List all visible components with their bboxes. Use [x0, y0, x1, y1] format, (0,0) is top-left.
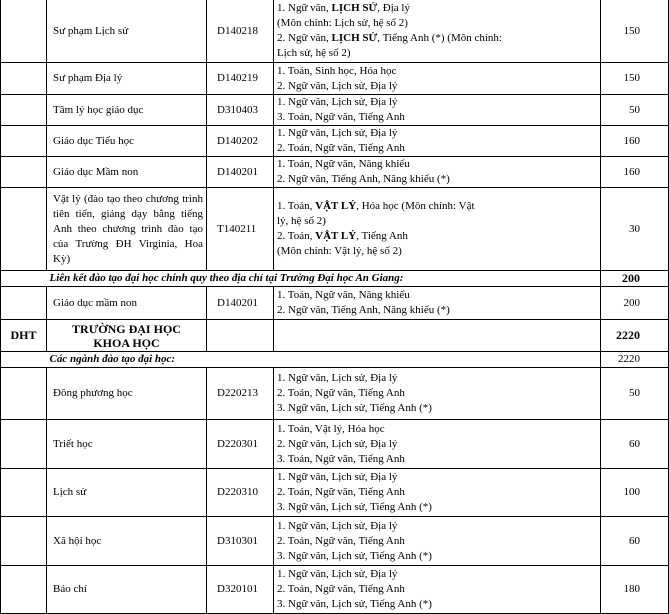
program-quota: 60 — [601, 420, 669, 469]
university-quota: 2220 — [601, 320, 669, 352]
subject-combination: 1. Toán, Vật lý, Hóa học — [277, 422, 385, 435]
lien-ket-body — [1, 287, 669, 320]
subject-combination: 2. Toán, Ngữ văn, Tiếng Anh — [277, 387, 405, 399]
subject-combination: 1. Toán, VẬT LÝ, Hóa học (Môn chính: Vật — [277, 200, 475, 212]
university-code-cell — [1, 420, 47, 469]
program-name: Sư phạm Lịch sử — [47, 0, 207, 63]
program-quota: 180 — [601, 566, 669, 614]
program-name: Đông phương học — [47, 368, 207, 420]
program-quota: 60 — [601, 517, 669, 566]
program-code: D140218 — [207, 0, 274, 63]
subject-combinations — [274, 63, 601, 95]
university-name-line2: KHOA HỌC — [93, 335, 160, 350]
program-name: Vật lý (đào tạo theo chương trình tiên tiến, giảng dạy bằng tiếng Anh theo chương trình đào tạo của Trường ĐH Virginia, Hoa Kỳ) — [47, 188, 207, 271]
subject-combination: 2. Toán, Ngữ văn, Tiếng Anh — [277, 142, 405, 154]
program-row — [1, 157, 669, 188]
program-row — [1, 188, 669, 271]
program-code: D140201 — [207, 157, 274, 188]
university-code-cell — [1, 157, 47, 188]
subject-combination: 3. Ngữ văn, Lịch sử, Tiếng Anh (*) — [277, 598, 432, 610]
program-quota: 150 — [601, 63, 669, 95]
program-code: D220213 — [207, 368, 274, 420]
subject-combinations — [274, 469, 601, 517]
program-row — [1, 95, 669, 126]
subject-combination: lý, hệ số 2) — [277, 215, 326, 227]
program-row — [1, 126, 669, 157]
section-label: Các ngành đào tạo đại học: — [47, 352, 601, 368]
program-code: D320101 — [207, 566, 274, 614]
subject-combination: 3. Ngữ văn, Lịch sử, Tiếng Anh (*) — [277, 549, 432, 562]
program-code: D220310 — [207, 469, 274, 517]
main-subject: LỊCH SỬ — [331, 32, 378, 44]
program-row — [1, 517, 669, 566]
program-code: D140201 — [207, 287, 274, 320]
subject-combination: 1. Ngữ văn, LỊCH SỬ, Địa lý — [277, 2, 410, 14]
program-quota: 160 — [601, 126, 669, 157]
subject-combinations — [274, 517, 601, 566]
program-quota: 100 — [601, 469, 669, 517]
subject-combination: (Môn chính: Lịch sử, hệ số 2) — [277, 17, 408, 29]
subject-combination: 1. Ngữ văn, Lịch sử, Địa lý — [277, 127, 398, 139]
section-quota: 2220 — [601, 352, 669, 368]
lien-ket-section — [1, 271, 669, 287]
subject-combination: 1. Toán, Ngữ văn, Năng khiếu — [277, 289, 410, 301]
program-name: Báo chí — [47, 566, 207, 614]
subject-combination: 1. Ngữ văn, Lịch sử, Địa lý — [277, 471, 398, 483]
subject-combination: 2. Ngữ văn, Lịch sử, Địa lý — [277, 79, 398, 92]
program-name: Xã hội học — [47, 517, 207, 566]
subject-combinations — [274, 126, 601, 157]
subject-combination: 2. Ngữ văn, LỊCH SỬ, Tiếng Anh (*) (Môn chính: — [277, 32, 502, 44]
university-code-cell — [1, 517, 47, 566]
program-quota: 30 — [601, 188, 669, 271]
program-row — [1, 63, 669, 95]
university-code-cell — [1, 126, 47, 157]
subject-combination: 1. Ngữ văn, Lịch sử, Địa lý — [277, 372, 398, 384]
program-row — [1, 287, 669, 320]
program-row — [1, 566, 669, 614]
subject-combinations — [274, 0, 601, 63]
subject-combination: 2. Toán, VẬT LÝ, Tiếng Anh — [277, 230, 408, 242]
program-row — [1, 420, 669, 469]
subject-combinations — [274, 95, 601, 126]
subject-combination: 1. Toán, Ngữ văn, Năng khiếu — [277, 158, 410, 170]
university-row — [1, 320, 669, 352]
subject-combinations — [274, 420, 601, 469]
subject-combinations — [274, 566, 601, 614]
subject-combination: 3. Toán, Ngữ văn, Tiếng Anh — [277, 452, 405, 465]
program-quota: 50 — [601, 368, 669, 420]
section-header-row — [1, 352, 669, 368]
subject-combination: 3. Toán, Ngữ văn, Tiếng Anh — [277, 111, 405, 123]
subject-combination: 1. Toán, Sinh học, Hóa học — [277, 64, 397, 77]
program-code: D140219 — [207, 63, 274, 95]
subject-combinations — [274, 188, 601, 271]
program-quota: 200 — [601, 287, 669, 320]
subject-combination: 2. Ngữ văn, Lịch sử, Địa lý — [277, 437, 398, 450]
program-row — [1, 368, 669, 420]
lien-ket-header-row — [1, 271, 669, 287]
program-code: D310403 — [207, 95, 274, 126]
university-code: DHT — [1, 320, 47, 352]
program-quota: 150 — [601, 0, 669, 63]
subject-combination: 1. Ngữ văn, Lịch sử, Địa lý — [277, 96, 398, 108]
university-name — [47, 320, 207, 352]
subject-combination: 3. Ngữ văn, Lịch sử, Tiếng Anh (*) — [277, 501, 432, 513]
lien-ket-label: Liên kết đào tạo đại học chính quy theo địa chỉ tại Trường Đại học An Giang: — [47, 271, 601, 287]
university-code-cell — [1, 188, 47, 271]
program-name: Giáo dục Mầm non — [47, 157, 207, 188]
subject-combination: (Môn chính: Vật lý, hệ số 2) — [277, 245, 402, 257]
program-name: Lịch sử — [47, 469, 207, 517]
subject-combination: 1. Ngữ văn, Lịch sử, Địa lý — [277, 568, 398, 580]
program-name: Giáo dục mầm non — [47, 287, 207, 320]
subject-combination: 2. Toán, Ngữ văn, Tiếng Anh — [277, 583, 405, 595]
subject-combination: 3. Ngữ văn, Lịch sử, Tiếng Anh (*) — [277, 402, 432, 414]
subject-combination: 2. Ngữ văn, Tiếng Anh, Năng khiếu (*) — [277, 304, 450, 316]
university-name-line1: TRƯỜNG ĐẠI HỌC — [72, 321, 181, 336]
subject-combinations — [274, 157, 601, 188]
subject-combination: Lịch sử, hệ số 2) — [277, 47, 351, 59]
main-subject: LỊCH SỬ — [331, 2, 378, 14]
university-code-cell — [1, 287, 47, 320]
university-code-cell — [1, 0, 47, 63]
program-name: Giáo dục Tiểu học — [47, 126, 207, 157]
subject-combination: 2. Ngữ văn, Tiếng Anh, Năng khiếu (*) — [277, 173, 450, 185]
program-quota: 160 — [601, 157, 669, 188]
program-row — [1, 0, 669, 63]
university-section — [1, 320, 669, 368]
university-code-cell — [1, 469, 47, 517]
lien-ket-quota: 200 — [601, 271, 669, 287]
table-body-top — [1, 0, 669, 271]
table-body-bottom — [1, 368, 669, 614]
program-name: Triết học — [47, 420, 207, 469]
program-code: D140202 — [207, 126, 274, 157]
university-code-cell — [1, 63, 47, 95]
program-code: D310301 — [207, 517, 274, 566]
program-code: T140211 — [207, 188, 274, 271]
subject-combinations — [274, 368, 601, 420]
main-subject: VẬT LÝ — [315, 230, 357, 242]
program-name: Tâm lý học giáo dục — [47, 95, 207, 126]
subject-combination: 1. Ngữ văn, Lịch sử, Địa lý — [277, 519, 398, 532]
program-row — [1, 469, 669, 517]
program-code: D220301 — [207, 420, 274, 469]
university-code-cell — [1, 368, 47, 420]
program-name: Sư phạm Địa lý — [47, 63, 207, 95]
subject-combination: 2. Toán, Ngữ văn, Tiếng Anh — [277, 534, 405, 547]
university-code-cell — [1, 566, 47, 614]
subject-combination: 2. Toán, Ngữ văn, Tiếng Anh — [277, 486, 405, 498]
program-quota: 50 — [601, 95, 669, 126]
university-code-cell — [1, 95, 47, 126]
subject-combinations — [274, 287, 601, 320]
main-subject: VẬT LÝ — [315, 200, 357, 212]
